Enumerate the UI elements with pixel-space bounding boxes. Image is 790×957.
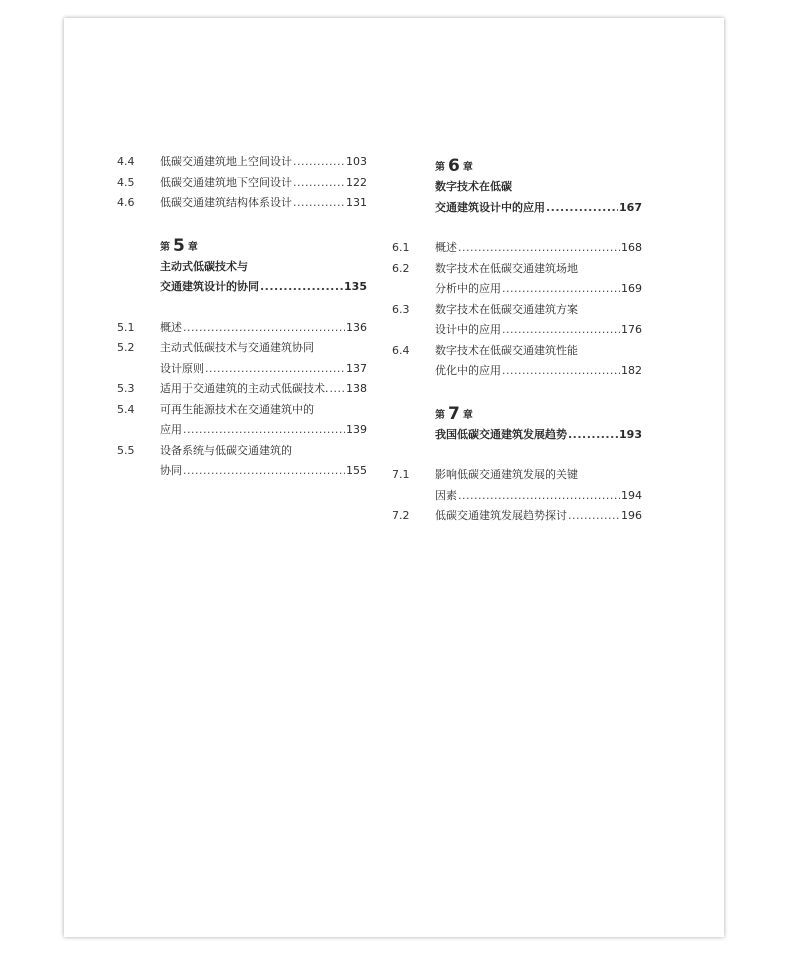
- section-line: [117, 461, 367, 482]
- section-number: 5.4: [117, 402, 135, 416]
- section-title-text: 适用于交通建筑的主动式低碳技术.: [160, 382, 329, 395]
- section-number: 6.1: [392, 241, 410, 254]
- section-number: 7.1: [392, 468, 410, 481]
- section-line: [117, 173, 367, 194]
- toc-section[interactable]: [117, 152, 367, 173]
- section-number: 5.2: [117, 341, 135, 354]
- section-number: 4.6: [117, 196, 135, 209]
- chapter-suffix: 章: [462, 162, 473, 173]
- section-number: 7.2: [392, 509, 410, 522]
- section-title-text: 低碳交通建筑发展趋势探讨: [435, 509, 567, 522]
- section-number: 6.3: [392, 302, 410, 316]
- section-line: [392, 320, 642, 341]
- dot-leader: [502, 279, 620, 300]
- chapter-title-text: 数字技术在低碳: [435, 180, 512, 193]
- section-line: [392, 506, 642, 527]
- chapter-title-text: 交通建筑设计的协同: [160, 280, 259, 293]
- section-title-text: 影响低碳交通建筑发展的关键: [435, 468, 578, 481]
- section-title-text: 设计原则: [160, 361, 204, 375]
- section-number: 4.4: [117, 155, 135, 168]
- section-line: [392, 300, 642, 321]
- section-title-text: 低碳交通建筑地上空间设计: [160, 155, 292, 168]
- section-line: [392, 259, 642, 280]
- section-line: [117, 379, 367, 400]
- page-number: 167: [619, 200, 642, 214]
- toc-section[interactable]: [392, 259, 642, 300]
- chapter-title-line: [435, 425, 642, 446]
- section-number: 6.2: [392, 261, 410, 275]
- dot-leader: [568, 506, 620, 527]
- section-title-text: 协同: [160, 464, 182, 477]
- section-title-text: 概述: [435, 241, 457, 254]
- section-line: [117, 193, 367, 214]
- chapter-number: 6: [448, 156, 460, 176]
- page-number: 182: [621, 364, 642, 377]
- toc-section[interactable]: [392, 465, 642, 506]
- section-number: 6.4: [392, 343, 410, 357]
- section-title-text: 设计中的应用: [435, 323, 501, 336]
- section-line: [117, 152, 367, 173]
- section-title-text: 设备系统与低碳交通建筑的: [160, 443, 292, 457]
- toc-chapter[interactable]: [435, 155, 642, 218]
- section-line: [117, 400, 367, 421]
- section-title-text: 因素: [435, 488, 457, 502]
- chapter-suffix: 章: [462, 409, 473, 421]
- dot-leader: [293, 152, 345, 173]
- toc-right-column: [392, 155, 642, 527]
- chapter-prefix: 第: [160, 241, 170, 253]
- section-title-text: 优化中的应用: [435, 364, 501, 377]
- toc-section[interactable]: [117, 379, 367, 400]
- section-line: [117, 420, 367, 441]
- toc-chapter[interactable]: [435, 403, 642, 446]
- page-number: 193: [619, 427, 642, 441]
- page-number: 135: [344, 280, 367, 293]
- section-line: [392, 238, 642, 259]
- dot-leader: [293, 193, 345, 214]
- section-title-text: 数字技术在低碳交通建筑性能: [435, 343, 578, 357]
- dot-leader: [502, 320, 620, 341]
- chapter-title-line: [160, 257, 367, 278]
- section-line: [392, 465, 642, 486]
- section-number: 4.5: [117, 175, 135, 189]
- chapter-title-text: 主动式低碳技术与: [160, 259, 248, 273]
- spacer: [392, 218, 642, 238]
- dot-leader: [183, 318, 345, 339]
- section-title-text: 分析中的应用: [435, 282, 501, 295]
- page-number: 194: [621, 488, 642, 502]
- dot-leader: [183, 461, 345, 482]
- toc-section[interactable]: [117, 318, 367, 339]
- section-line: [392, 486, 642, 507]
- dot-leader: [330, 379, 346, 400]
- chapter-title-line: [435, 198, 642, 219]
- section-line: [392, 361, 642, 382]
- spacer: [392, 382, 642, 403]
- toc-section[interactable]: [392, 300, 642, 341]
- page-number: 196: [621, 509, 642, 522]
- dot-leader: [568, 425, 618, 446]
- dot-leader: [205, 359, 345, 380]
- section-title-text: 概述: [160, 320, 182, 334]
- section-number: 5.3: [117, 382, 135, 395]
- page-number: 155: [346, 464, 367, 477]
- chapter-heading: [435, 155, 642, 177]
- chapter-suffix: 章: [187, 241, 198, 253]
- spacer: [117, 214, 367, 235]
- spacer: [117, 298, 367, 318]
- chapter-heading: [435, 403, 642, 425]
- section-title-text: 低碳交通建筑地下空间设计: [160, 175, 292, 189]
- page-number: 137: [346, 361, 367, 375]
- chapter-prefix: 第: [435, 409, 445, 421]
- chapter-prefix: 第: [435, 162, 445, 173]
- toc-section[interactable]: [117, 338, 367, 379]
- chapter-heading: [160, 235, 367, 257]
- page-number: 131: [346, 196, 367, 209]
- section-number: 5.5: [117, 443, 135, 457]
- section-line: [117, 441, 367, 462]
- dot-leader: [502, 361, 620, 382]
- section-line: [117, 359, 367, 380]
- chapter-title-text: 交通建筑设计中的应用: [435, 200, 545, 214]
- section-line: [117, 318, 367, 339]
- dot-leader: [293, 173, 345, 194]
- page-number: 136: [346, 320, 367, 334]
- toc-section[interactable]: [392, 341, 642, 382]
- chapter-title-text: 我国低碳交通建筑发展趋势: [435, 427, 567, 441]
- chapter-number: 5: [173, 235, 185, 256]
- section-title-text: 主动式低碳技术与交通建筑协同: [160, 341, 314, 354]
- page-number: 169: [621, 282, 642, 295]
- section-line: [117, 338, 367, 359]
- toc-chapter[interactable]: [160, 235, 367, 298]
- section-line: [392, 279, 642, 300]
- spacer: [392, 445, 642, 465]
- dot-leader: [458, 486, 620, 507]
- toc-section[interactable]: [392, 506, 642, 527]
- section-title-text: 应用: [160, 423, 182, 436]
- toc-section[interactable]: [117, 193, 367, 214]
- toc-section[interactable]: [117, 173, 367, 194]
- toc-section[interactable]: [117, 441, 367, 482]
- section-title-text: 低碳交通建筑结构体系设计: [160, 196, 292, 209]
- page-number: 176: [621, 323, 642, 336]
- toc-section[interactable]: [392, 238, 642, 259]
- page-number: 103: [346, 155, 367, 168]
- page-number: 139: [346, 423, 367, 436]
- dot-leader: [458, 238, 620, 259]
- page-number: 122: [346, 175, 367, 189]
- chapter-title-line: [435, 177, 642, 198]
- section-title-text: 可再生能源技术在交通建筑中的: [160, 402, 314, 416]
- section-title-text: 数字技术在低碳交通建筑方案: [435, 302, 578, 316]
- page-number: 138: [346, 382, 367, 395]
- dot-leader: [183, 420, 345, 441]
- toc-section[interactable]: [117, 400, 367, 441]
- dot-leader: [546, 198, 618, 219]
- page-number: 168: [621, 241, 642, 254]
- section-title-text: 数字技术在低碳交通建筑场地: [435, 261, 578, 275]
- section-number: 5.1: [117, 320, 135, 334]
- dot-leader: [260, 277, 343, 298]
- chapter-title-line: [160, 277, 367, 298]
- toc-left-column: [117, 152, 367, 482]
- chapter-number: 7: [448, 403, 460, 424]
- section-line: [392, 341, 642, 362]
